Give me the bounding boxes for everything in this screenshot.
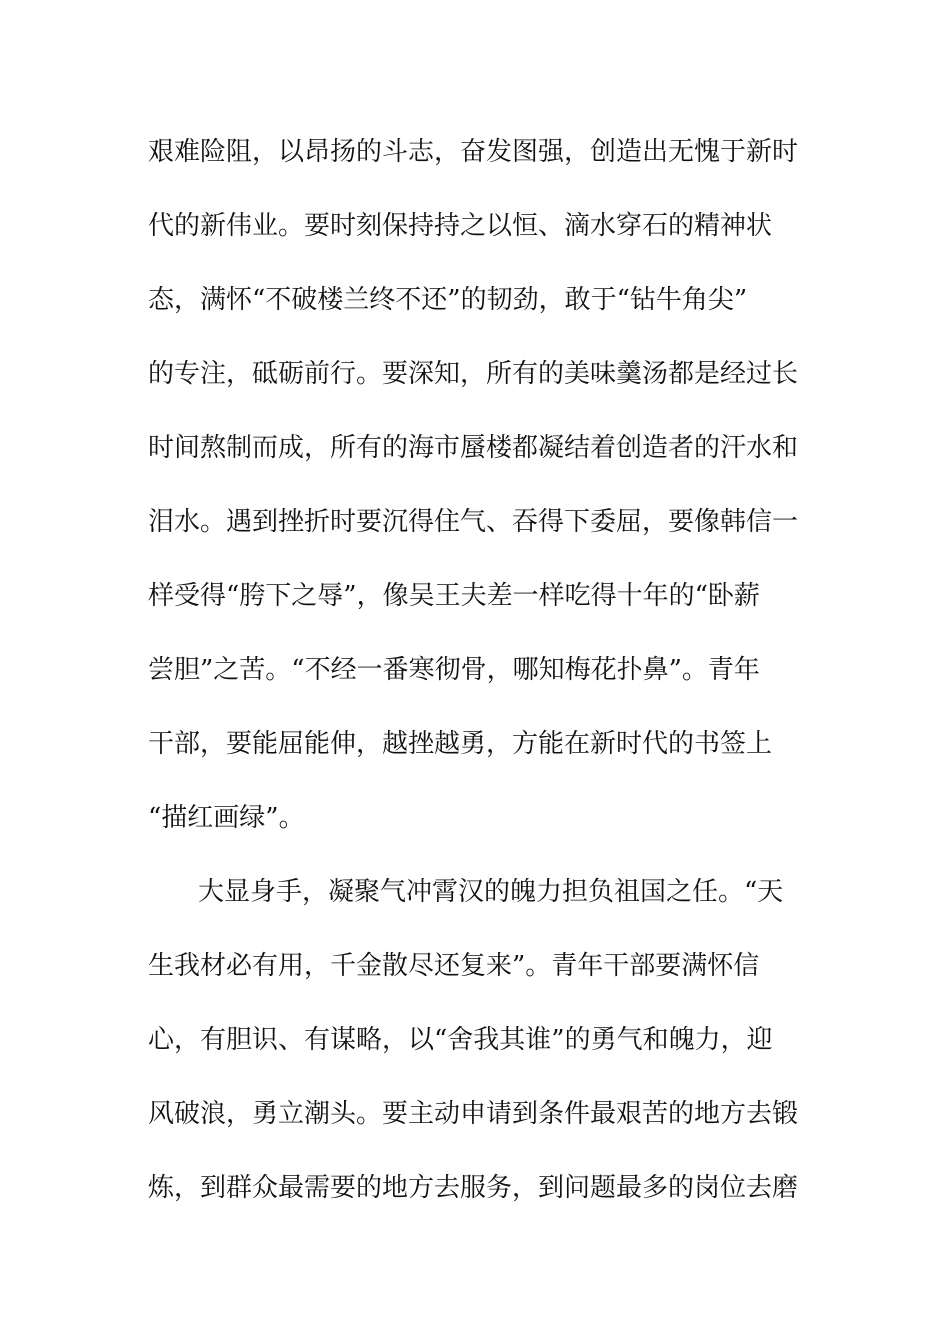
text-line: 风破浪，勇立潮头。要主动申请到条件最艰苦的地方去锻	[148, 1099, 799, 1129]
text-line: 的专注，砥砺前行。要深知，所有的美味羹汤都是经过长	[148, 359, 799, 389]
text-line: “描红画绿”。	[148, 803, 305, 833]
text-line: 态，满怀“不破楼兰终不还”的韧劲，敢于“钻牛角尖”	[148, 285, 748, 315]
text-line: 泪水。遇到挫折时要沉得住气、吞得下委屈，要像韩信一	[148, 507, 799, 537]
text-line: 干部，要能屈能伸，越挫越勇，方能在新时代的书签上	[148, 729, 773, 759]
text-line: 心，有胆识、有谋略，以“舍我其谁”的勇气和魄力，迎	[148, 1025, 773, 1055]
text-line: 样受得“胯下之辱”，像吴王夫差一样吃得十年的“卧薪	[148, 581, 760, 611]
text-line: 时间熬制而成，所有的海市蜃楼都凝结着创造者的汗水和	[148, 433, 799, 463]
paragraph-first-line: 大显身手，凝聚气冲霄汉的魄力担负祖国之任。“天	[198, 877, 784, 907]
text-line: 代的新伟业。要时刻保持持之以恒、滴水穿石的精神状	[148, 211, 773, 241]
text-line: 艰难险阻，以昂扬的斗志，奋发图强，创造出无愧于新时	[148, 137, 799, 167]
text-line: 尝胆”之苦。“不经一番寒彻骨，哪知梅花扑鼻”。青年	[148, 655, 760, 685]
text-line: 炼，到群众最需要的地方去服务，到问题最多的岗位去磨	[148, 1173, 799, 1203]
text-line: 生我材必有用，千金散尽还复来”。青年干部要满怀信	[148, 951, 760, 981]
